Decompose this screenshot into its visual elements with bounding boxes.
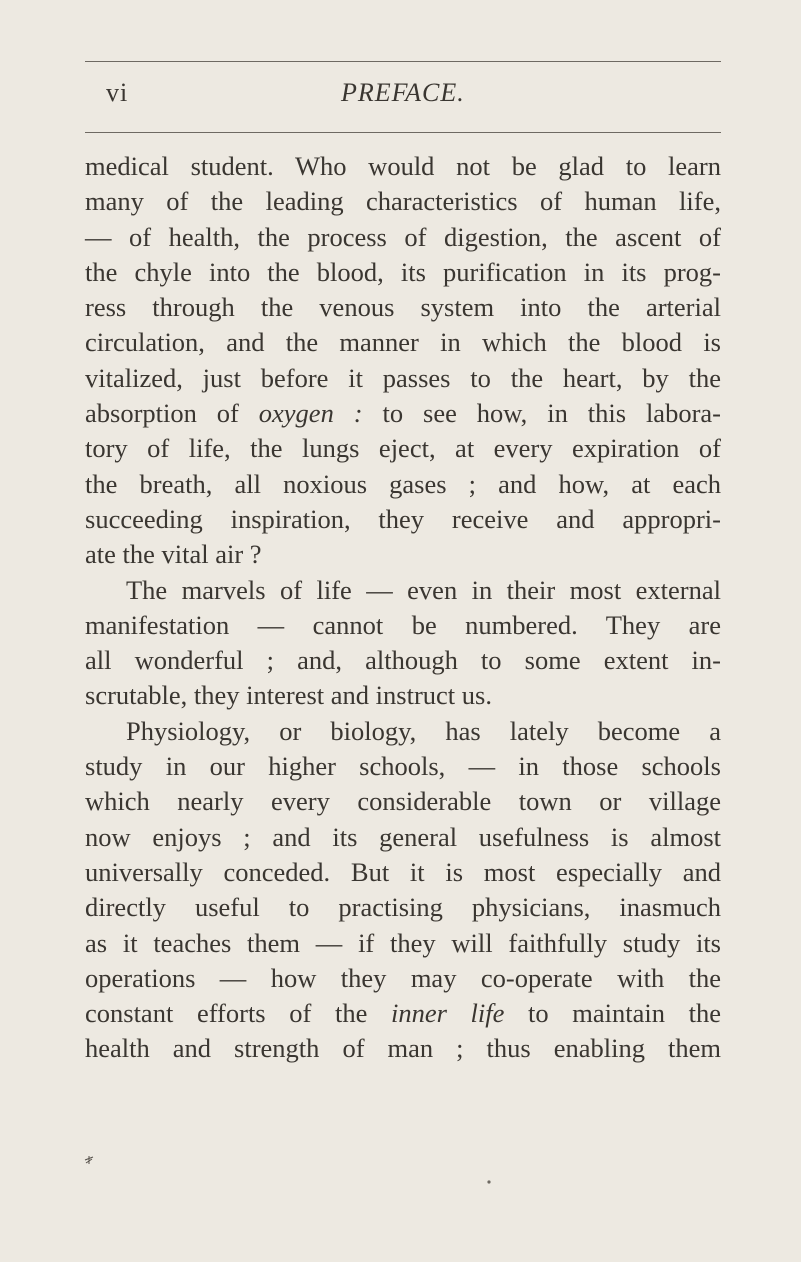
italic-term-oxygen: oxygen : xyxy=(258,398,363,429)
text-line: The marvels of life — even in their most external xyxy=(126,574,721,605)
body-text xyxy=(85,149,721,1067)
text-line: now enjoys ; and its general usefulness is almost xyxy=(85,821,721,852)
text-line: Physiology, or biology, has lately become a xyxy=(126,715,721,746)
text-line: ress through the venous system into the arterial xyxy=(85,292,721,323)
text-line: universally conceded. But it is most especially and xyxy=(85,856,721,887)
print-mark-icon xyxy=(84,1155,94,1165)
print-speck-icon xyxy=(486,1179,492,1185)
header-top-rule xyxy=(85,61,721,62)
text-line: the chyle into the blood, its purification in its prog- xyxy=(85,256,721,287)
running-head: PREFACE. xyxy=(341,78,465,107)
text-line: scrutable, they interest and instruct us. xyxy=(85,680,492,711)
page-number: vi xyxy=(106,78,129,107)
text-line: the breath, all noxious gases ; and how, at each xyxy=(85,468,721,499)
text-line: health and strength of man ; thus enabling them xyxy=(85,1033,721,1064)
page-header xyxy=(85,78,721,114)
text-line: which nearly every considerable town or village xyxy=(85,786,721,817)
text-line: all wonderful ; and, although to some extent in- xyxy=(85,645,721,676)
text-line: ate the vital air ? xyxy=(85,539,262,570)
text-line: many of the leading characteristics of human life, xyxy=(85,186,721,217)
text-line: as it teaches them — if they will faithfully study its xyxy=(85,927,721,958)
text-line: medical student. Who would not be glad to learn xyxy=(85,151,721,181)
text-line: succeeding inspiration, they receive and appropri- xyxy=(85,503,721,534)
header-bottom-rule xyxy=(85,132,721,133)
text-line: circulation, and the manner in which the blood is xyxy=(85,327,721,358)
text-line: operations — how they may co-operate with the xyxy=(85,962,721,993)
text-line: vitalized, just before it passes to the heart, by the xyxy=(85,362,721,393)
text-line: study in our higher schools, — in those schools xyxy=(85,751,721,782)
text-line: directly useful to practising physicians, inasmuch xyxy=(85,892,721,923)
italic-term-inner-life: inner life xyxy=(390,998,505,1029)
text-line: tory of life, the lungs eject, at every expiration of xyxy=(85,433,721,464)
text-line: absorption of oxygen : to see how, in this labora- xyxy=(85,398,721,429)
text-line: constant efforts of the inner life to maintain the xyxy=(85,998,721,1029)
text-line: — of health, the process of digestion, the ascent of xyxy=(85,221,721,252)
text-line: manifestation — cannot be numbered. They are xyxy=(85,609,721,640)
